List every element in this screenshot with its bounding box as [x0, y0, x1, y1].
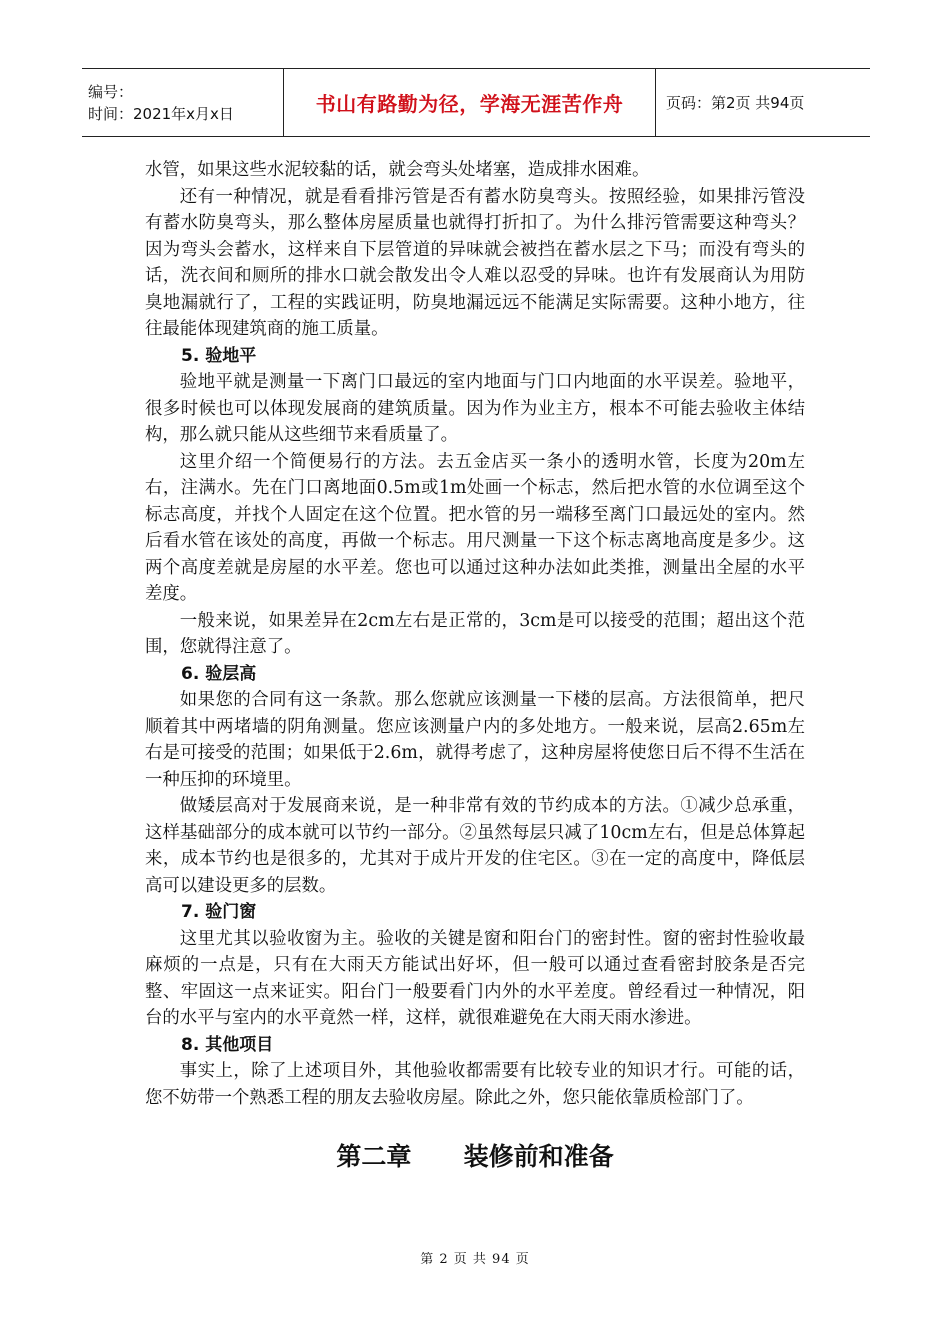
section-heading: 5. 验地平 [181, 345, 257, 366]
paragraph: 这里介绍一个简便易行的方法。去五金店买一条小的透明水管，长度为20m左右，注满水。先在门口离地面0.5m或1m处画一个标志，然后把水管的水位调至这个标志高度，并找个人固定在这个位置。把水管的另一端移至离门口最远处的室内。然后看水管在该处的高度，再做一个标志。用尺测量一下这个标志离地高度是多少。这两个高度差就是房屋的水平差。您也可以通过这种办法如此类推，测量出全屋的水平差度。 [145, 451, 805, 604]
section-heading: 7. 验门窗 [181, 902, 257, 922]
header-page-info: 页码：第2页 共94页 [666, 94, 805, 112]
header-date: 时间：2021年x月x日 [88, 104, 234, 123]
paragraph: 事实上，除了上述项目外，其他验收都需要有比较专业的知识才行。可能的话，您不妨带一个熟悉工程的朋友去验收房屋。除此之外，您只能依靠质检部门了。 [145, 1061, 805, 1108]
paragraph: 做矮层高对于发展商来说，是一种非常有效的节约成本的方法。①减少总承重，这样基础部分的成本就可以节约一部分。②虽然每层只减了10cm左右，但是总体算起来，成本节约也是很多的，尤其对于成片开发的住宅区。③在一定的高度中，降低层高可以建设更多的层数。 [145, 796, 805, 896]
section-heading: 6. 验层高 [181, 663, 257, 684]
header-meta [82, 69, 283, 136]
paragraph: 如果您的合同有这一条款。那么您就应该测量一下楼的层高。方法很简单，把尺顺着其中两堵墙的阴角测量。您应该测量户内的多处地方。一般来说，层高2.65m左右是可接受的范围；如果低于2.6m，就得考虑了，这种房屋将使您日后不得不生活在一种压抑的环境里。 [145, 690, 805, 790]
page-footer: 第 2 页 共 94 页 [420, 1252, 530, 1267]
paragraph: 还有一种情况，就是看看排污管是否有蓄水防臭弯头。按照经验，如果排污管没有蓄水防臭弯头，那么整体房屋质量也就得打折扣了。为什么排污管需要这种弯头？因为弯头会蓄水，这样来自下层管道的异味就会被挡在蓄水层之下马；而没有弯头的话，洗衣间和厕所的排水口就会散发出令人难以忍受的异味。也许有发展商认为用防臭地漏就行了，工程的实践证明，防臭地漏远远不能满足实际需要。这种小地方，往往最能体现建筑商的施工质量。 [145, 186, 805, 339]
paragraph: 验地平就是测量一下离门口最远的室内地面与门口内地面的水平误差。验地平，很多时候也可以体现发展商的建筑质量。因为作为业主方，根本不可能去验收主体结构，那么就只能从这些细节来看质量了。 [145, 372, 805, 445]
header-number-label: 编号： [88, 82, 134, 101]
chapter-title: 第二章 装修前和准备 [336, 1142, 614, 1171]
document-body [145, 157, 805, 1111]
paragraph: 水管，如果这些水泥较黏的话，就会弯头处堵塞，造成排水困难。 [145, 160, 650, 180]
section-heading: 8. 其他项目 [181, 1034, 274, 1055]
header-motto: 书山有路勤为径，学海无涯苦作舟 [283, 69, 656, 136]
page-header [82, 68, 870, 137]
paragraph: 一般来说，如果差异在2cm左右是正常的，3cm是可以接受的范围；超出这个范围，您就得注意了。 [145, 610, 805, 657]
paragraph: 这里尤其以验收窗为主。验收的关键是窗和阳台门的密封性。窗的密封性验收最麻烦的一点是，只有在大雨天方能试出好坏，但一般可以通过查看密封胶条是否完整、牢固这一点来证实。阳台门一般要看门内外的水平差度。曾经看过一种情况，阳台的水平与室内的水平竟然一样，这样，就很难避免在大雨天雨水渗进。 [145, 928, 805, 1028]
